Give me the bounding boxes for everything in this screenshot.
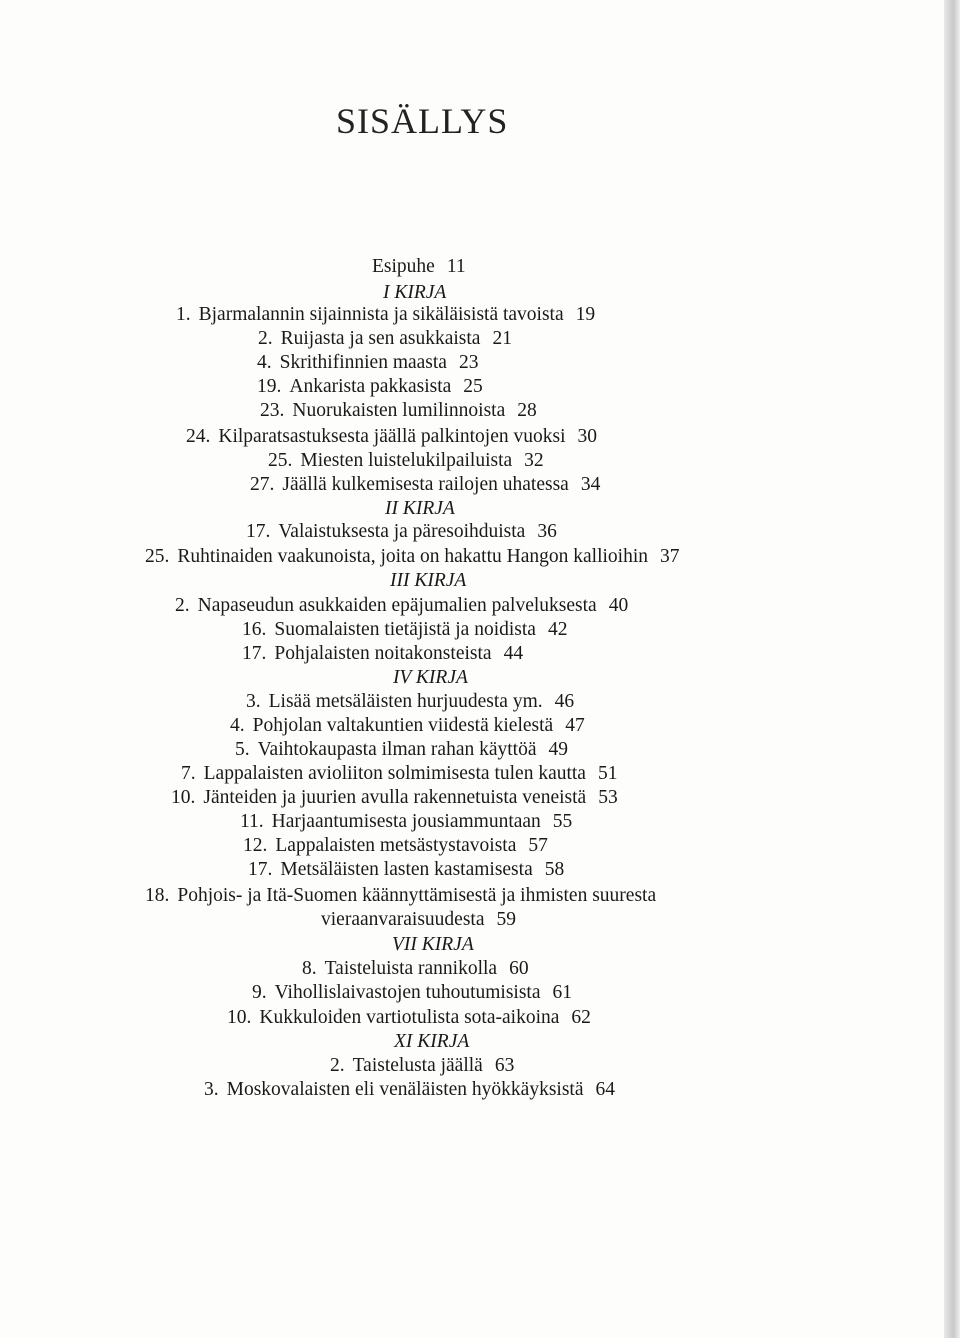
entry-number: 10. [227, 1007, 252, 1028]
entry-page-number: 59 [496, 909, 517, 930]
entry-title: Pohjois- ja Itä-Suomen käännyttämisestä ja ihmisten suuresta [177, 885, 657, 906]
entry-title: Suomalaisten tietäjistä ja noidista [274, 619, 536, 640]
entry-page-number: 34 [580, 474, 601, 495]
toc-entry [302, 957, 529, 981]
toc-entry [330, 1054, 514, 1078]
toc-entry [246, 520, 557, 544]
entry-page-number: 23 [458, 352, 479, 373]
book-heading-label: VII KIRJA [392, 934, 474, 955]
entry-title: Ruijasta ja sen asukkaista [280, 328, 481, 349]
toc-entry [372, 255, 466, 279]
entry-number: 2. [175, 595, 190, 616]
entry-title: Kilparatsastuksesta jäällä palkintojen vuoksi [218, 426, 566, 447]
entry-page-number: 42 [547, 619, 568, 640]
entry-number: 2. [330, 1055, 345, 1076]
entry-title: Lappalaisten avioliiton solmimisesta tulen kautta [203, 763, 586, 784]
entry-number: 17. [242, 643, 267, 664]
entry-number: 11. [240, 811, 264, 832]
book-heading-label: II KIRJA [385, 498, 455, 519]
entry-page-number: 19 [575, 304, 596, 325]
entry-title: Bjarmalannin sijainnista ja sikäläisistä tavoista [198, 304, 564, 325]
entry-title: Miesten luistelukilpailuista [300, 450, 513, 471]
toc-entry [227, 1006, 591, 1030]
entry-page-number: 64 [595, 1079, 616, 1100]
toc-entry [204, 1078, 615, 1102]
entry-number: 18. [145, 885, 170, 906]
entry-number: 5. [235, 739, 250, 760]
toc-entry [252, 981, 572, 1005]
toc-entry [145, 545, 680, 569]
toc-entry [250, 473, 600, 497]
entry-number: 9. [252, 982, 267, 1003]
entry-number: 16. [242, 619, 267, 640]
entry-page-number: 60 [509, 958, 529, 979]
entry-page-number: 58 [544, 859, 565, 880]
entry-title: Napaseudun asukkaiden epäjumalien palveluksesta [197, 595, 597, 616]
entry-page-number: 21 [492, 328, 512, 349]
entry-number: 17. [248, 859, 273, 880]
entry-page-number: 57 [528, 835, 548, 856]
page-title: SISÄLLYS [336, 101, 509, 141]
toc-entry [240, 810, 572, 834]
book-heading [393, 666, 468, 690]
toc-entry [260, 399, 537, 423]
entry-number: 27. [250, 474, 275, 495]
entry-number: 10. [171, 787, 196, 808]
entry-number: 4. [230, 715, 245, 736]
entry-title: Taisteluista rannikolla [324, 958, 498, 979]
entry-number: 25. [268, 450, 293, 471]
toc-entry [257, 351, 478, 375]
entry-title: Lappalaisten metsästystavoista [275, 835, 517, 856]
entry-title: Jäällä kulkemisesta railojen uhatessa [282, 474, 569, 495]
entry-number: 19. [257, 376, 282, 397]
entry-page-number: 25 [463, 376, 483, 397]
entry-page-number: 53 [598, 787, 618, 808]
entry-page-number: 30 [577, 426, 597, 447]
toc-entry [176, 303, 595, 327]
entry-page-number: 11 [446, 256, 466, 277]
toc-entry [258, 327, 512, 351]
toc-entry [186, 425, 597, 449]
entry-page-number: 32 [524, 450, 544, 471]
entry-title: Pohjalaisten noitakonsteista [274, 643, 492, 664]
entry-page-number: 36 [537, 521, 557, 542]
entry-number: 25. [145, 546, 170, 567]
book-heading [390, 569, 466, 593]
entry-number: 17. [246, 521, 271, 542]
entry-title: Pohjolan valtakuntien viidestä kielestä [252, 715, 554, 736]
entry-page-number: 37 [660, 546, 680, 567]
entry-title: Valaistuksesta ja päresoihduista [278, 521, 526, 542]
book-heading [385, 497, 455, 521]
entry-page-number: 44 [503, 643, 524, 664]
book-heading-label: IV KIRJA [393, 667, 468, 688]
entry-title: Ankarista pakkasista [289, 376, 452, 397]
toc-entry [181, 762, 617, 786]
entry-number: 4. [257, 352, 272, 373]
entry-title: Esipuhe [372, 256, 435, 277]
entry-title: Ruhtinaiden vaakunoista, joita on hakattu Hangon kallioihin [177, 546, 648, 567]
toc-entry [171, 786, 618, 810]
entry-page-number: 49 [548, 739, 568, 760]
book-heading [394, 1030, 469, 1054]
entry-title: Taistelusta jäällä [352, 1055, 483, 1076]
entry-number: 24. [186, 426, 211, 447]
entry-number: 2. [258, 328, 273, 349]
toc-entry [246, 690, 574, 714]
book-heading-label: I KIRJA [383, 282, 447, 303]
entry-page-number: 62 [571, 1007, 591, 1028]
toc-entry [235, 738, 568, 762]
toc-entry [321, 908, 516, 932]
toc-entry [145, 884, 656, 908]
entry-page-number: 47 [565, 715, 585, 736]
toc-entry [230, 714, 585, 738]
entry-page-number: 46 [554, 691, 575, 712]
toc-entry [242, 618, 567, 642]
book-heading [383, 281, 446, 305]
entry-page-number: 40 [608, 595, 629, 616]
entry-page-number: 28 [517, 400, 537, 421]
book-heading-label: III KIRJA [390, 570, 467, 591]
entry-title: Skrithifinnien maasta [279, 352, 447, 373]
entry-title: vieraanvaraisuudesta [321, 909, 485, 930]
entry-page-number: 51 [597, 763, 618, 784]
entry-title: Harjaantumisesta jousiammuntaan [271, 811, 541, 832]
entry-title: Nuorukaisten lumilinnoista [292, 400, 506, 421]
entry-title: Vaihtokaupasta ilman rahan käyttöä [257, 739, 537, 760]
entry-number: 1. [176, 304, 191, 325]
entry-title: Jänteiden ja juurien avulla rakennetuista veneistä [203, 787, 587, 808]
entry-title: Moskovalaisten eli venäläisten hyökkäyksistä [226, 1079, 584, 1100]
toc-entry [243, 834, 548, 858]
entry-number: 8. [302, 958, 317, 979]
book-heading [392, 933, 474, 957]
toc-entry [248, 858, 564, 882]
toc-entry [242, 642, 523, 666]
book-heading-label: XI KIRJA [394, 1031, 470, 1052]
entry-number: 7. [181, 763, 196, 784]
entry-page-number: 55 [552, 811, 573, 832]
entry-number: 23. [260, 400, 285, 421]
entry-title: Vihollislaivastojen tuhoutumisista [274, 982, 541, 1003]
entry-title: Lisää metsäläisten hurjuudesta ym. [268, 691, 543, 712]
toc-entry [257, 375, 483, 399]
entry-number: 3. [204, 1079, 219, 1100]
toc-entry [175, 594, 628, 618]
entry-title: Metsäläisten lasten kastamisesta [280, 859, 533, 880]
entry-page-number: 61 [552, 982, 572, 1003]
entry-title: Kukkuloiden vartiotulista sota-aikoina [259, 1007, 560, 1028]
toc-entry [268, 449, 544, 473]
entry-number: 12. [243, 835, 268, 856]
entry-page-number: 63 [494, 1055, 515, 1076]
entry-number: 3. [246, 691, 261, 712]
